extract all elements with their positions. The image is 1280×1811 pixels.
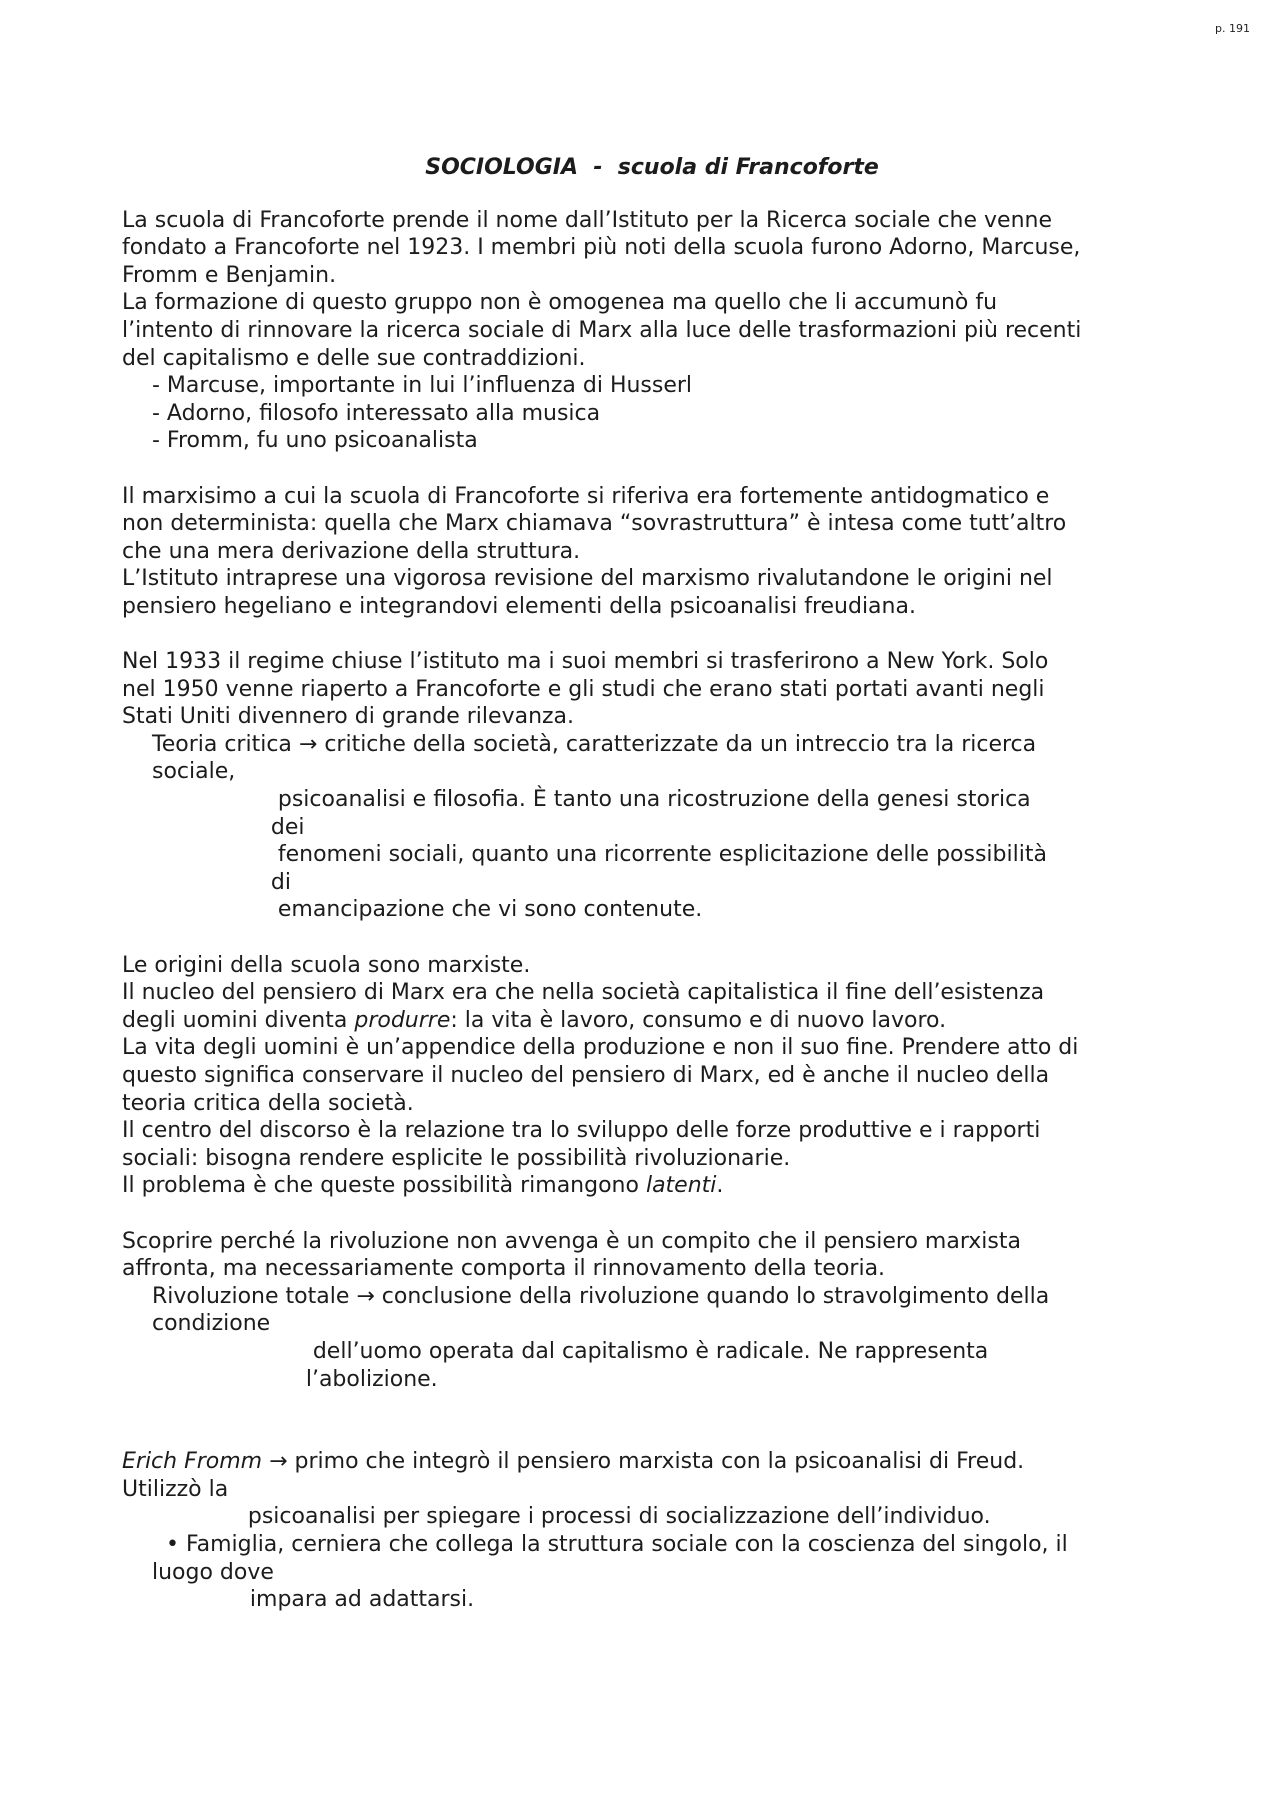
text-line: Utilizzò la (122, 1476, 229, 1502)
text-line: La vita degli uomini è un’appendice della produzione e non il suo fine. Prendere atto di (122, 1035, 1079, 1061)
text-line: psicoanalisi per spiegare i processi di socializzazione dell’individuo. (122, 1504, 991, 1530)
page-number: p. 191 (1215, 22, 1250, 35)
text-line: Rivoluzione totale → conclusione della rivoluzione quando lo stravolgimento della (152, 1283, 1050, 1309)
text-line: Il nucleo del pensiero di Marx era che nella società capitalistica il fine dell’esistenza (122, 980, 1045, 1006)
text-line: che una mera derivazione della struttura. (122, 538, 581, 564)
paragraph-history (122, 648, 1182, 731)
text-line: di (152, 869, 291, 895)
emphasis-erich-fromm: Erich Fromm (122, 1449, 263, 1475)
paragraph-fromm (122, 1448, 1182, 1614)
text-fragment: : la vita è lavoro, consumo e di nuovo lavoro. (450, 1007, 947, 1033)
text-line: Il marxisimo a cui la scuola di Francoforte si riferiva era fortemente antidogmatico e (122, 483, 1050, 509)
list-item: - Adorno, filosofo interessato alla musica (152, 400, 601, 426)
text-line: teoria critica della società. (122, 1090, 414, 1116)
list-item: - Marcuse, importante in lui l’influenza di Husserl (152, 373, 693, 399)
text-line: l’abolizione. (152, 1366, 438, 1392)
text-line: psicoanalisi e filosofia. È tanto una ricostruzione della genesi storica (152, 787, 1031, 813)
text-line: luogo dove (152, 1559, 274, 1585)
text-line: La scuola di Francoforte prende il nome dall’Istituto per la Ricerca sociale che venne (122, 207, 1052, 233)
text-line: L’Istituto intraprese una vigorosa revisione del marxismo rivalutandone le origini nel (122, 566, 1053, 592)
text-line (122, 1007, 1182, 1035)
text-line: Teoria critica → critiche della società, caratterizzate da un intreccio tra la ricerca (152, 731, 1037, 757)
list-item: - Fromm, fu uno psicoanalista (152, 428, 478, 454)
text-line: affronta, ma necessariamente comporta il rinnovamento della teoria. (122, 1256, 886, 1282)
paragraph-intro (122, 207, 1182, 373)
text-fragment: Il problema è che queste possibilità rimangono (122, 1173, 646, 1199)
bullet-item: • Famiglia, cerniera che collega la struttura sociale con la coscienza del singolo, il (152, 1531, 1068, 1557)
text-line: Il centro del discorso è la relazione tra lo sviluppo delle forze produttive e i rapporti (122, 1118, 1041, 1144)
emphasis-latenti: latenti (645, 1173, 717, 1199)
document-body (122, 154, 1182, 1614)
text-fragment: → primo che integrò il pensiero marxista con la psicoanalisi di Freud. (262, 1449, 1025, 1475)
text-line: Stati Uniti divennero di grande rilevanza. (122, 704, 575, 730)
text-line: sociale, (152, 759, 236, 785)
emphasis-produrre: produrre (354, 1007, 451, 1033)
paragraph-marxism (122, 483, 1182, 621)
text-line: impara ad adattarsi. (152, 1587, 475, 1613)
text-line: fenomeni sociali, quanto una ricorrente esplicitazione delle possibilità (152, 842, 1047, 868)
page-title: SOCIOLOGIA - scuola di Francoforte (425, 155, 879, 180)
definition-critical-theory (122, 731, 1182, 924)
text-fragment: degli uomini diventa (122, 1007, 355, 1033)
text-line: La formazione di questo gruppo non è omogenea ma quello che li accumunò fu (122, 290, 998, 316)
members-list (122, 372, 1182, 455)
text-line (122, 1172, 1182, 1200)
text-line: Nel 1933 il regime chiuse l’istituto ma i suoi membri si trasferirono a New York. Solo (122, 649, 1049, 675)
text-line: del capitalismo e delle sue contraddizioni. (122, 345, 586, 371)
text-line: Fromm e Benjamin. (122, 262, 337, 288)
text-line: questo significa conservare il nucleo del pensiero di Marx, ed è anche il nucleo della (122, 1063, 1050, 1088)
text-line: emancipazione che vi sono contenute. (152, 897, 703, 923)
text-line: dei (152, 814, 305, 840)
text-line: pensiero hegeliano e integrandovi elementi della psicoanalisi freudiana. (122, 593, 916, 619)
text-line: Scoprire perché la rivoluzione non avvenga è un compito che il pensiero marxista (122, 1228, 1021, 1254)
text-line: l’intento di rinnovare la ricerca sociale di Marx alla luce delle trasformazioni più recenti (122, 317, 1082, 343)
text-line: sociali: bisogna rendere esplicite le possibilità rivoluzionarie. (122, 1145, 791, 1171)
definition-total-revolution (122, 1283, 1182, 1393)
text-line (122, 1448, 1182, 1476)
text-line: dell’uomo operata dal capitalismo è radicale. Ne rappresenta (152, 1338, 989, 1364)
text-line: fondato a Francoforte nel 1923. I membri più noti della scuola furono Adorno, Marcuse, (122, 235, 1081, 261)
paragraph-revolution (122, 1228, 1182, 1283)
text-line: non determinista: quella che Marx chiamava “sovrastruttura” è intesa come tutt’altro (122, 511, 1067, 537)
text-fragment: . (716, 1173, 724, 1199)
paragraph-origins (122, 952, 1182, 1200)
text-line: Le origini della scuola sono marxiste. (122, 952, 531, 978)
text-line: nel 1950 venne riaperto a Francoforte e gli studi che erano stati portati avanti negli (122, 676, 1045, 702)
text-line: condizione (152, 1311, 271, 1337)
